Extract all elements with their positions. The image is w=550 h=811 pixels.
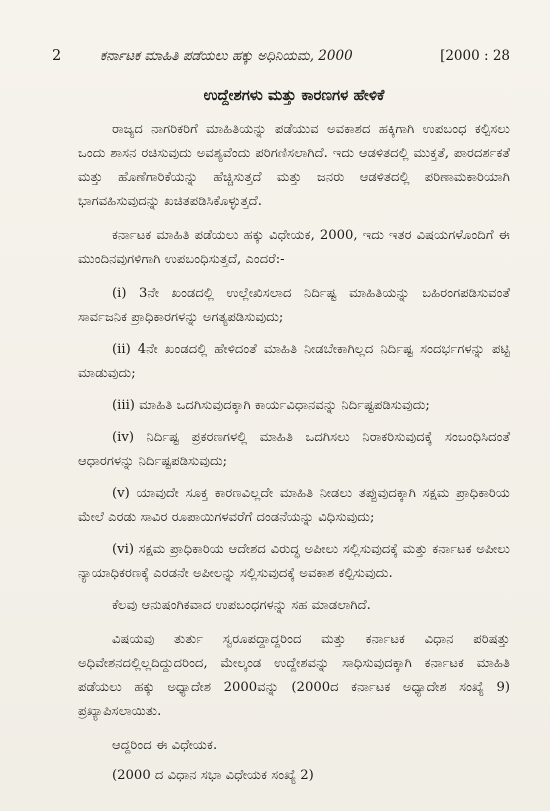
list-item: (i) 3ನೇ ಖಂಡದಲ್ಲಿ ಉಲ್ಲೇಖಿಸಲಾದ ನಿರ್ದಿಷ್ಟ ಮಾಹಿತಿಯನ್ನು ಬಹಿರಂಗಪಡಿಸುವಂತೆ ಸಾರ್ವಜನಿಕ ಪ್ರಾಧಿಕಾರಗಳನ್ನು ಅಗತ್ಯಪಡಿಸುವುದು; xyxy=(78,286,510,325)
paragraph: ಕರ್ನಾಟಕ ಮಾಹಿತಿ ಪಡೆಯಲು ಹಕ್ಕು ವಿಧೇಯಕ, 2000, ಇದು ಇತರ ವಿಷಯಗಳೊಂದಿಗೆ ಈ ಮುಂದಿನವುಗಳಿಗಾಗಿ ಉಪಬಂಧಿಸುತ್ತದೆ, ಎಂದರೆ:- xyxy=(78,228,510,267)
bill-number-note: (2000 ದ ವಿಧಾನ ಸಭಾ ವಿಧೇಯಕ ಸಂಖ್ಯೆ 2) xyxy=(112,768,314,783)
list-item: (vi) ಸಕ್ಷಮ ಪ್ರಾಧಿಕಾರಿಯ ಆದೇಶದ ವಿರುದ್ಧ ಅಪೀಲು ಸಲ್ಲಿಸುವುದಕ್ಕೆ ಮತ್ತು ಕರ್ನಾಟಕ ಅಪೀಲು ನ್ಯಾಯಾಧಿಕರಣಕ್ಕೆ ಎರಡನೇ ಅಪೀಲನ್ನು ಸಲ್ಲಿಸುವುದಕ್ಕೆ ಅವಕಾಶ ಕಲ್ಪಿಸುವುದು. xyxy=(78,542,510,581)
paragraph: ರಾಜ್ಯದ ನಾಗರಿಕರಿಗೆ ಮಾಹಿತಿಯನ್ನು ಪಡೆಯುವ ಅವಕಾಶದ ಹಕ್ಕಿಗಾಗಿ ಉಪಬಂಧ ಕಲ್ಪಿಸಲು ಒಂದು ಶಾಸನ ರಚಿಸುವುದು ಅವಶ್ಯವೆಂದು ಪರಿಗಣಿಸಲಾಗಿದೆ. ಇದು ಆಡಳಿತದಲ್ಲಿ ಮುಕ್ತತೆ, ಪಾರದರ್ಶಕತೆ ಮತ್ತು ಹೊಣೆಗಾರಿಕೆಯನ್ನು ಹೆಚ್ಚಿಸುತ್ತದೆ ಮತ್ತು ಜನರು ಆಡಳಿತದಲ್ಲಿ ಪರಿಣಾಮಕಾರಿಯಾಗಿ ಭಾಗವಹಿಸುವುದನ್ನು ಖಚಿತಪಡಿಸಿಕೊಳ್ಳುತ್ತದೆ. xyxy=(78,122,510,209)
running-title: ಕರ್ನಾಟಕ ಮಾಹಿತಿ ಪಡೆಯಲು ಹಕ್ಕು ಅಧಿನಿಯಮ, 2000 xyxy=(100,48,353,64)
act-reference: [2000 : 28 xyxy=(440,48,510,64)
paragraph: ಕೆಲವು ಆನುಷಂಗಿಕವಾದ ಉಪಬಂಧಗಳನ್ನು ಸಹ ಮಾಡಲಾಗಿದೆ. xyxy=(112,598,371,613)
page-header xyxy=(52,48,510,64)
list-item: (iv) ನಿರ್ದಿಷ್ಟ ಪ್ರಕರಣಗಳಲ್ಲಿ ಮಾಹಿತಿ ಒದಗಿಸಲು ನಿರಾಕರಿಸುವುದಕ್ಕೆ ಸಂಬಂಧಿಸಿದಂತೆ ಆಧಾರಗಳನ್ನು ನಿರ್ದಿಷ್ಟಪಡಿಸುವುದು; xyxy=(78,430,510,469)
list-item: (ii) 4ನೇ ಖಂಡದಲ್ಲಿ ಹೇಳಿದಂತೆ ಮಾಹಿತಿ ನೀಡಬೇಕಾಗಿಲ್ಲದ ನಿರ್ದಿಷ್ಟ ಸಂದರ್ಭಗಳನ್ನು ಪಟ್ಟಿ ಮಾಡುವುದು; xyxy=(78,342,510,381)
section-heading: ಉದ್ದೇಶಗಳು ಮತ್ತು ಕಾರಣಗಳ ಹೇಳಿಕೆ xyxy=(203,86,385,104)
paragraph: ಆದ್ದರಿಂದ ಈ ವಿಧೇಯಕ. xyxy=(112,738,218,753)
list-item: (v) ಯಾವುದೇ ಸೂಕ್ತ ಕಾರಣವಿಲ್ಲದೇ ಮಾಹಿತಿ ನೀಡಲು ತಪ್ಪುವುದಕ್ಕಾಗಿ ಸಕ್ಷಮ ಪ್ರಾಧಿಕಾರಿಯ ಮೇಲೆ ಎರಡು ಸಾವಿರ ರೂಪಾಯಿಗಳವರೆಗೆ ದಂಡನೆಯನ್ನು ವಿಧಿಸುವುದು; xyxy=(78,486,510,525)
paragraph: ವಿಷಯವು ತುರ್ತು ಸ್ವರೂಪದ್ದಾದ್ದರಿಂದ ಮತ್ತು ಕರ್ನಾಟಕ ವಿಧಾನ ಪರಿಷತ್ತು ಅಧಿವೇಶನದಲ್ಲಿಲ್ಲದಿದ್ದುದರಿಂದ, ಮೇಲ್ಕಂಡ ಉದ್ದೇಶವನ್ನು ಸಾಧಿಸುವುದಕ್ಕಾಗಿ ಕರ್ನಾಟಕ ಮಾಹಿತಿ ಪಡೆಯಲು ಹಕ್ಕು ಅಧ್ಯಾದೇಶ 2000ವನ್ನು (2000ದ ಕರ್ನಾಟಕ ಅಧ್ಯಾದೇಶ ಸಂಖ್ಯೆ 9) ಪ್ರಖ್ಯಾಪಿಸಲಾಯಿತು. xyxy=(78,632,510,719)
page-number: 2 xyxy=(52,48,62,64)
list-item: (iii) ಮಾಹಿತಿ ಒದಗಿಸುವುದಕ್ಕಾಗಿ ಕಾರ್ಯವಿಧಾನವನ್ನು ನಿರ್ದಿಷ್ಟಪಡಿಸುವುದು; xyxy=(112,398,430,413)
